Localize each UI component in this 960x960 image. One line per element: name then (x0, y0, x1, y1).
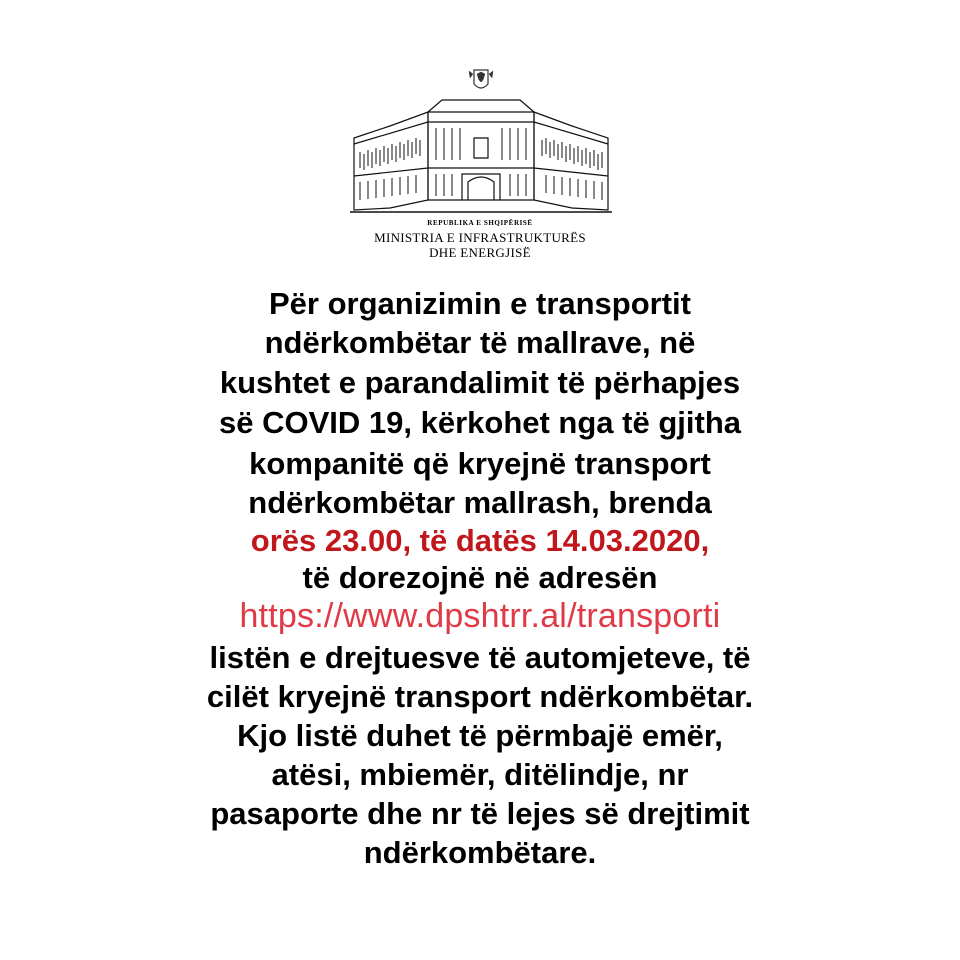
ministry-line-2: DHE ENERGJISË (429, 245, 531, 260)
ministry-title (0, 230, 960, 260)
text-line-7: listën e drejtuesve të automjeteve, të (209, 640, 751, 675)
text-line-6: ndërkombëtar mallrash, brenda (248, 485, 712, 520)
coat-of-arms-icon (469, 70, 493, 88)
text-line-9: Kjo listë duhet të përmbajë emër, (237, 718, 723, 753)
republic-label: REPUBLIKA E SHQIPËRISË (427, 219, 533, 227)
text-line-8: cilët kryejnë transport ndërkombëtar. (206, 679, 754, 714)
deliver-text: të dorezojnë në adresën (302, 560, 658, 595)
text-line-3: kushtet e parandalimit të përhapjes (219, 365, 741, 400)
text-line-10: atësi, mbiemër, ditëlindje, nr (271, 757, 689, 792)
text-line-5: kompanitë që kryejnë transport (249, 446, 711, 481)
transport-link[interactable]: https://www.dpshtrr.al/transporti (239, 597, 721, 635)
text-line-1: Për organizimin e transportit (268, 286, 691, 321)
deadline-text: orës 23.00, të datës 14.03.2020, (250, 523, 710, 558)
text-line-4: së COVID 19, kërkohet nga të gjitha (219, 405, 741, 440)
text-line-2: ndërkombëtar të mallrave, në (264, 325, 696, 360)
text-line-12: ndërkombëtare. (363, 835, 597, 870)
ministry-line-1: MINISTRIA E INFRASTRUKTURËS (374, 230, 586, 245)
text-line-11: pasaporte dhe nr të lejes së drejtimit (210, 796, 750, 831)
